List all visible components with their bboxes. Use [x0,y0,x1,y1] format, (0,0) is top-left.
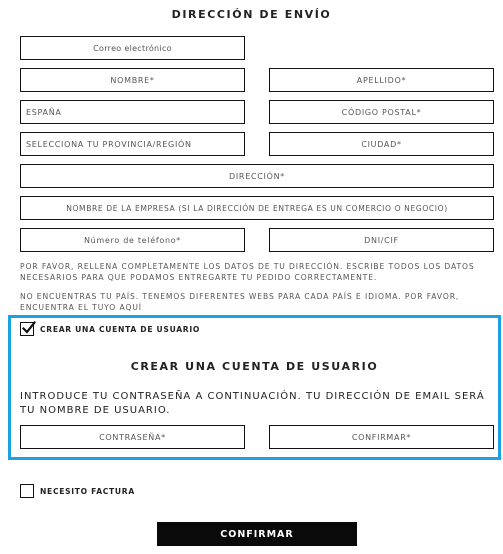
company-field[interactable] [20,196,494,220]
password-field[interactable] [20,425,245,449]
first-name-placeholder: NOMBRE* [110,75,155,85]
postal-code-field[interactable] [269,100,494,124]
email-field[interactable] [20,36,245,60]
address-field[interactable] [20,164,494,188]
create-account-title: CREAR UNA CUENTA DE USUARIO [130,360,379,373]
create-account-label: CREAR UNA CUENTA DE USUARIO [40,325,201,334]
password-placeholder: CONTRASEÑA* [99,432,166,442]
create-account-description: INTRODUCE TU CONTRASEÑA A CONTINUACIÓN. TU DIRECCIÓN DE EMAIL SERÁ TU NOMBRE DE USUARIO. [20,391,485,416]
province-select[interactable] [20,132,245,156]
page-title: DIRECCIÓN DE ENVÍO [171,8,332,21]
create-account-checkbox[interactable] [20,322,34,336]
phone-placeholder: Número de teléfono* [83,235,182,245]
postal-code-placeholder: CÓDIGO POSTAL* [341,107,422,117]
last-name-placeholder: APELLIDO* [356,75,407,85]
city-field[interactable] [269,132,494,156]
confirm-password-field[interactable] [269,425,494,449]
invoice-checkbox[interactable] [20,484,34,498]
last-name-field[interactable] [269,68,494,92]
email-field-placeholder: Correo electrónico [93,43,172,53]
checkmark-icon [21,320,37,336]
invoice-label: NECESITO FACTURA [40,487,135,496]
address-placeholder: DIRECCIÓN* [229,171,285,181]
dni-placeholder: DNI/CIF [364,235,399,245]
confirm-button[interactable]: CONFIRMAR [157,522,357,546]
company-placeholder: NOMBRE DE LA EMPRESA (SI LA DIRECCIÓN DE ENTREGA ES UN COMERCIO O NEGOCIO) [66,203,448,213]
country-select[interactable] [20,100,245,124]
country-value: ESPAÑA [26,107,62,117]
city-placeholder: CIUDAD* [361,139,402,149]
province-placeholder: SELECCIONA TU PROVINCIA/REGIÓN [26,139,192,149]
first-name-field[interactable] [20,68,245,92]
address-help-text: POR FAVOR, RELLENA COMPLETAMENTE LOS DATOS DE TU DIRECCIÓN. ESCRIBE TODOS LOS DATOS NECESARIOS PARA QUE PODAMOS ENTREGARTE TU PEDIDO CORRECTAMENTE. [20,262,475,282]
phone-field[interactable] [20,228,245,252]
confirm-password-placeholder: CONFIRMAR* [351,432,412,442]
dni-field[interactable] [269,228,494,252]
country-help-text[interactable]: NO ENCUENTRAS TU PAÍS. TENEMOS DIFERENTES WEBS PARA CADA PAÍS E IDIOMA. POR FAVOR, ENCUENTRA EL TUYO AQUÍ [20,292,460,312]
